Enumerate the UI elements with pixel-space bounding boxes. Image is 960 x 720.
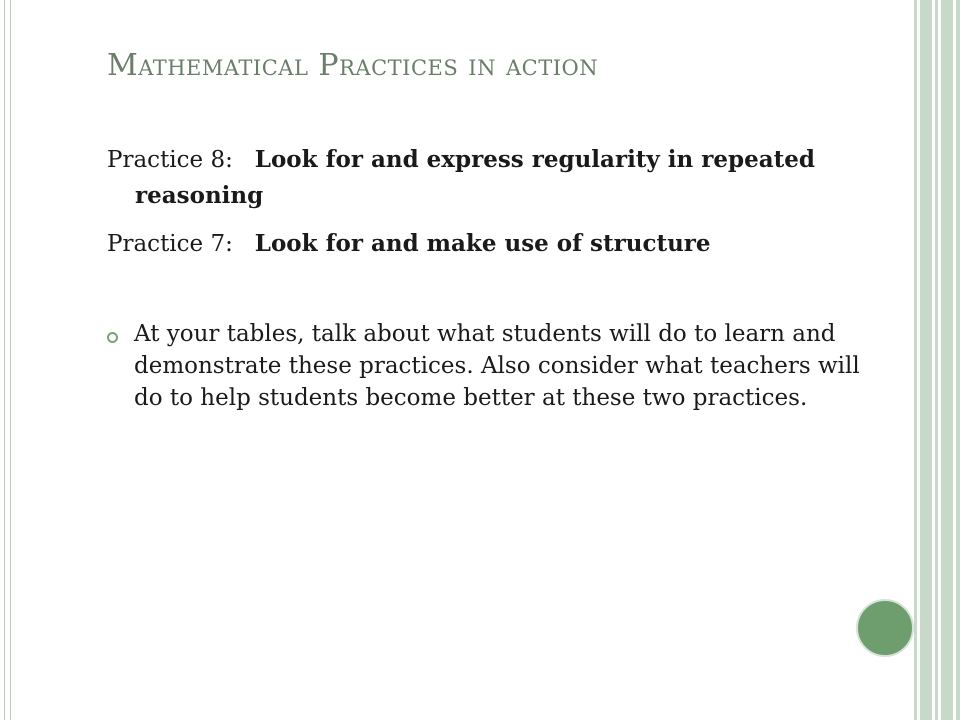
right-decorative-stripes	[914, 0, 960, 720]
practice-7-line	[107, 226, 915, 262]
left-border-line	[10, 0, 11, 720]
left-border-line	[4, 0, 5, 720]
circle-bullet-icon	[107, 332, 118, 343]
practice-7-label: Practice 7:	[107, 231, 233, 257]
bullet-text: At your tables, talk about what students will do to learn and demonstrate these practices. Also consider what teachers will do to help students become better at these two practices.	[134, 321, 860, 411]
slide-title: Mathematical Practices in action	[107, 48, 599, 83]
practice-8-label: Practice 8:	[107, 147, 233, 173]
practice-7-text: Look for and make use of structure	[254, 230, 711, 257]
practice-8-text: Look for and express regularity in repeated reasoning	[135, 146, 815, 209]
bullet-item	[107, 318, 887, 414]
decorative-circle	[856, 599, 914, 657]
practice-8-line	[107, 142, 915, 214]
